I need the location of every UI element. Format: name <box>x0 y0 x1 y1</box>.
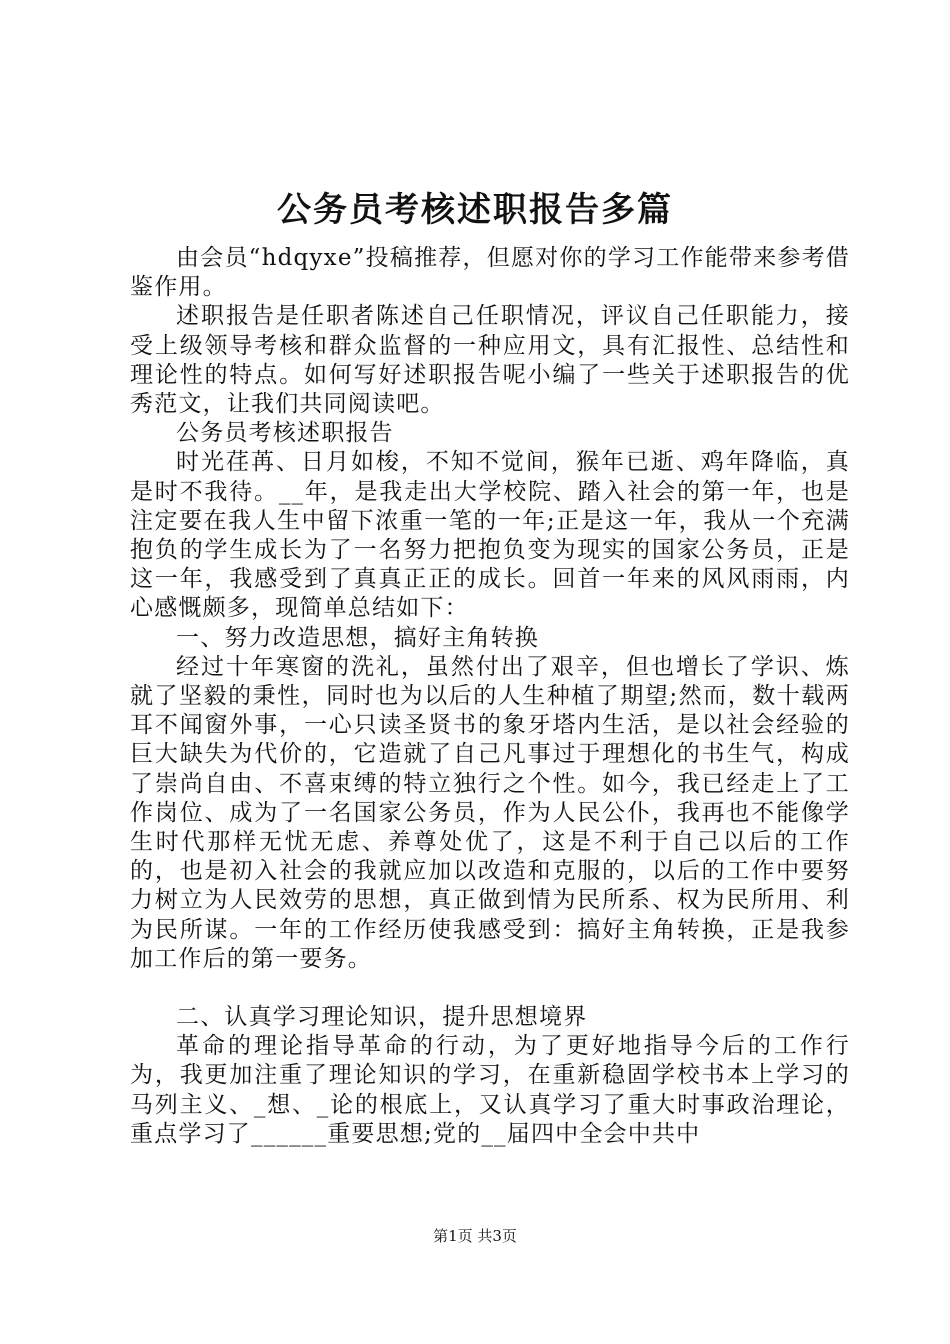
paragraph-description: 述职报告是任职者陈述自己任职情况，评议自己任职能力，接受上级领导考核和群众监督的一种应用文，具有汇报性、总结性和理论性的特点。如何写好述职报告呢小编了一些关于述职报告的优秀范文，让我们共同阅读吧。 <box>130 303 850 418</box>
paragraph-intro: 由会员“hdqyxe”投稿推荐，但愿对你的学习工作能带来参考借鉴作用。 <box>130 245 850 301</box>
document-title: 公务员考核述职报告多篇 <box>277 190 673 230</box>
paragraph-section-2: 革命的理论指导革命的行动，为了更好地指导今后的工作行为，我更加注重了理论知识的学习，在重新稳固学校书本上学习的马列主义、_想、_论的根底上，又认真学习了重大时事政治理论，重点学习了______重要思想;党的__届四中全会中共中 <box>130 1033 850 1147</box>
paragraph-subtitle: 公务员考核述职报告 <box>176 420 394 447</box>
paragraph-spacer <box>130 974 850 1003</box>
paragraph-opening: 时光荏苒、日月如梭，不知不觉间，猴年已逝、鸡年降临，真是时不我待。__年，是我走出大学校院、踏入社会的第一年，也是注定要在我人生中留下浓重一笔的一年;正是这一年，我从一个充满抱负的学生成长为了一名努力把抱负变为现实的国家公务员，正是这一年，我感受到了真真正正的成长。回首一年来的风风雨雨，内心感慨颇多，现简单总结如下： <box>130 449 850 622</box>
section-heading-1: 一、努力改造思想，搞好主角转换 <box>176 624 539 651</box>
section-heading-2: 二、认真学习理论知识，提升思想境界 <box>176 1004 588 1031</box>
document-body <box>130 244 850 1149</box>
paragraph-section-1: 经过十年寒窗的洗礼，虽然付出了艰辛，但也增长了学识、炼就了坚毅的秉性，同时也为以后的人生种植了期望;然而，数十载两耳不闻窗外事，一心只读圣贤书的象牙塔内生活，是以社会经验的巨大缺失为代价的，它造就了自己凡事过于理想化的书生气，构成了崇尚自由、不喜束缚的特立独行之个性。如今，我已经走上了工作岗位、成为了一名国家公务员，作为人民公仆，我再也不能像学生时代那样无忧无虑、养尊处优了，这是不利于自己以后的工作的，也是初入社会的我就应加以改造和克服的，以后的工作中要努力树立为人民效劳的思想，真正做到情为民所系、权为民所用、利为民所谋。一年的工作经历使我感受到：搞好主角转换，正是我参加工作后的第一要务。 <box>130 653 850 972</box>
page-number-footer: 第1页 共3页 <box>433 1227 517 1245</box>
